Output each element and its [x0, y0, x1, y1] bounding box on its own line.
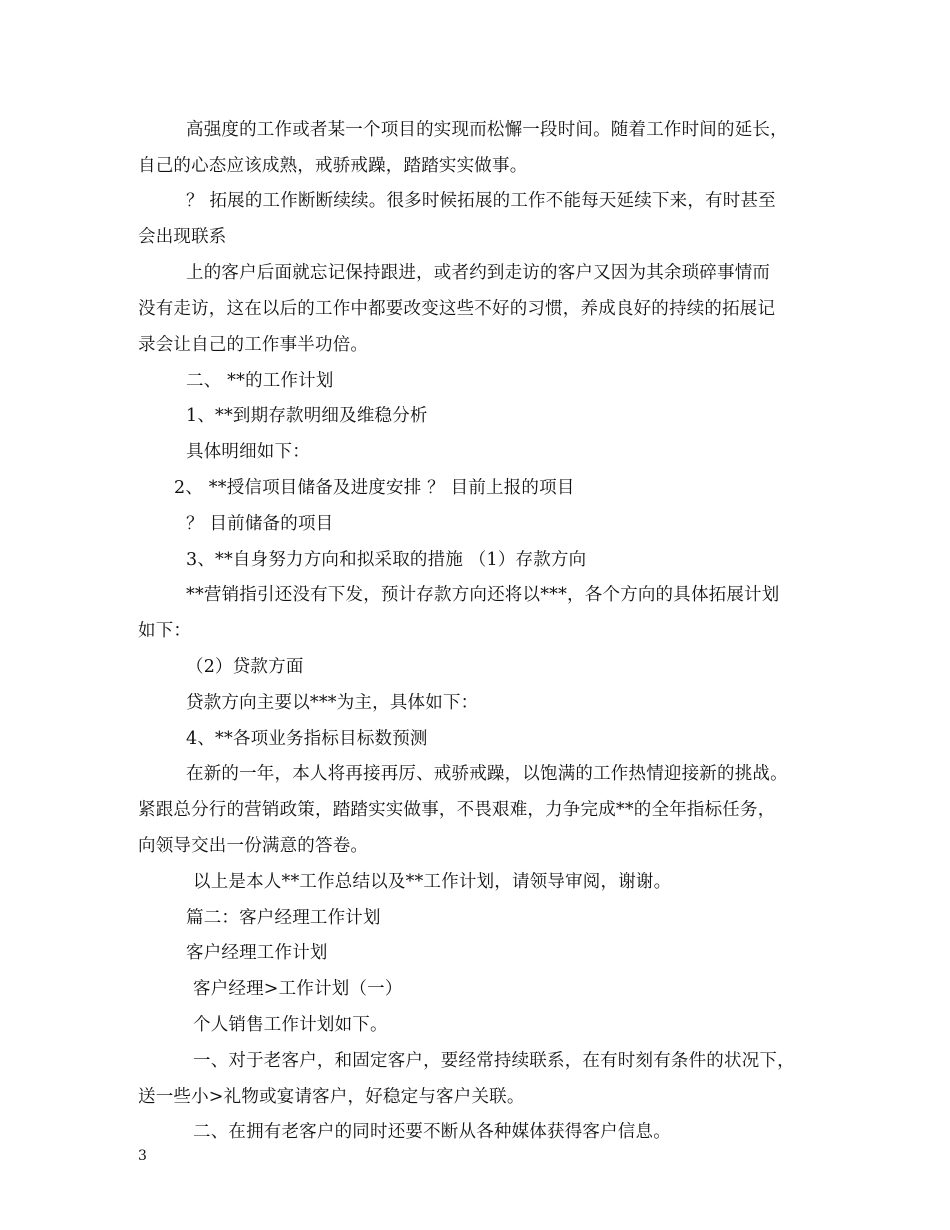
section-heading: 二、 **的工作计划	[186, 371, 334, 391]
text-line: 高强度的工作或者某一个项目的实现而松懈一段时间。随着工作时间的延长，	[186, 120, 788, 140]
text-line: 录会让自己的工作事半功倍。	[138, 335, 369, 355]
text-line: 紧跟总分行的营销政策，踏踏实实做事，不畏艰难，力争完成**的全年指标任务，	[138, 800, 776, 820]
text-line: （2）贷款方面	[186, 657, 304, 677]
text-line: 贷款方向主要以***为主，具体如下：	[186, 693, 479, 713]
text-line: 上的客户后面就忘记保持跟进，或者约到走访的客户又因为其余琐碎事情而	[186, 263, 771, 283]
text-line: 一、对于老客户，和固定客户，要经常持续联系，在有时刻有条件的状况下，	[193, 1051, 795, 1071]
page-number: 3	[138, 1148, 147, 1164]
text-line: 客户经理>工作计划（一）	[193, 979, 403, 999]
text-line: 送一些小>礼物或宴请客户，好稳定与客户关联。	[138, 1087, 525, 1107]
text-line: 自己的心态应该成熟，戒骄戒躁，踏踏实实做事。	[138, 156, 528, 176]
text-line: 向领导交出一份满意的答卷。	[138, 836, 369, 856]
text-line: 具体明细如下：	[186, 442, 310, 462]
text-line: 2、 **授信项目储备及进度安排 ？ 目前上报的项目	[174, 478, 575, 498]
text-line: 1、**到期存款明细及维稳分析	[186, 406, 428, 426]
text-line: **营销指引还没有下发，预计存款方向还将以***，各个方向的具体拓展计划	[186, 585, 780, 605]
text-line: 4、**各项业务指标目标数预测	[186, 729, 428, 749]
text-line: 个人销售工作计划如下。	[193, 1015, 388, 1035]
text-line: 以上是本人**工作总结以及**工作计划，请领导审阅，谢谢。	[193, 872, 672, 892]
text-line: ？ 目前储备的项目	[186, 514, 334, 534]
section-heading: 篇二：客户经理工作计划	[186, 908, 381, 928]
text-line: 如下：	[138, 621, 192, 641]
text-line: 客户经理工作计划	[186, 943, 328, 963]
text-line: 没有走访，这在以后的工作中都要改变这些不好的习惯，养成良好的持续的拓展记	[138, 299, 776, 319]
text-line: 二、在拥有老客户的同时还要不断从各种媒体获得客户信息。	[193, 1122, 671, 1142]
text-line: 3、**自身努力方向和拟采取的措施 （1）存款方向	[186, 550, 587, 570]
text-line: 会出现联系	[138, 227, 227, 247]
text-line: 在新的一年，本人将再接再厉、戒骄戒躁，以饱满的工作热情迎接新的挑战。	[186, 764, 788, 784]
text-line: ？ 拓展的工作断断续续。很多时候拓展的工作不能每天延续下来，有时甚至	[186, 191, 776, 211]
